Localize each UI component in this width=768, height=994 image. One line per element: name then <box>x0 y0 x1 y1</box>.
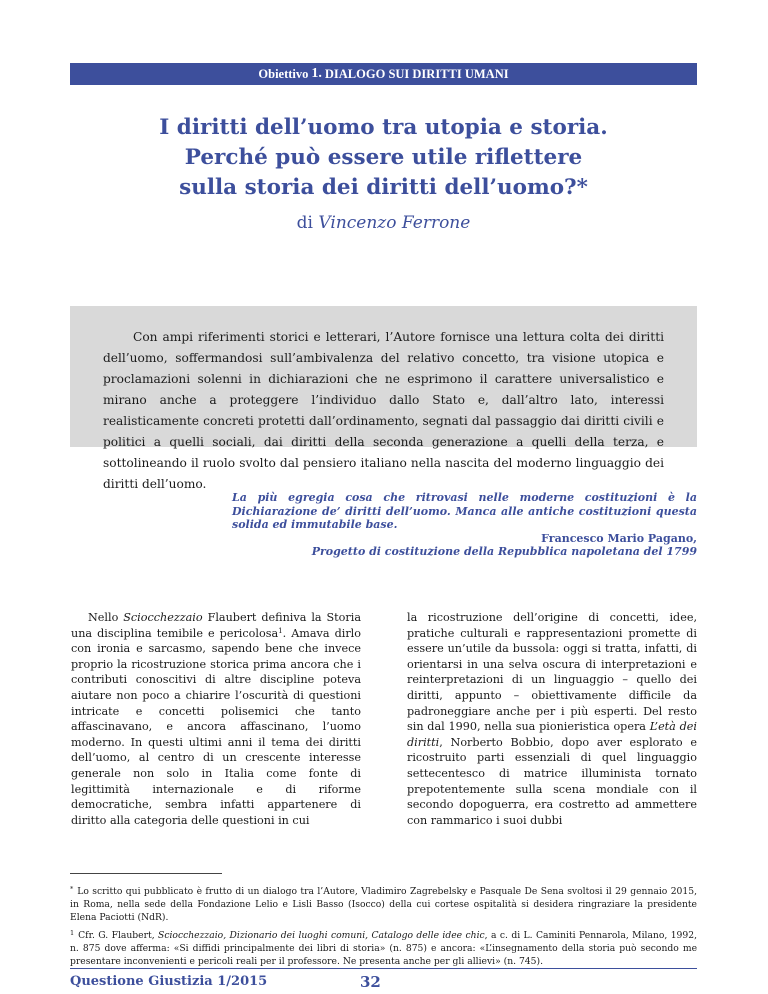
text-run: Nello <box>88 611 124 624</box>
paragraph <box>71 610 361 828</box>
footnote-ref: 1 <box>278 626 283 635</box>
footer-rule <box>70 968 697 969</box>
title-line: I diritti dell’uomo tra utopia e storia. <box>159 115 608 140</box>
footnote <box>70 927 697 968</box>
footnote <box>70 883 697 924</box>
text-run: , Norberto Bobbio, dopo aver esplorato e ricostruito parti essenziali di quel linguaggio settecentesco di matrice illuminista tornato prepotentemente sulla scena mondiale con il secondo dopoguerra, era costretto ad ammettere con rammarico i suoi dubbi <box>407 735 697 827</box>
epigraph-author: Francesco Mario Pagano, <box>541 531 697 545</box>
banner-prefix: Obiettivo <box>258 66 309 81</box>
text-run: Flaubert definiva la Storia una disciplina temibile e pericolosa <box>71 611 361 640</box>
title-line: Perché può essere utile riflettere <box>184 145 583 170</box>
footnote-text: Cfr. G. Flaubert, <box>78 930 159 941</box>
text-run: la ricostruzione dell’origine di concetti, idee, pratiche culturali e rappresentazioni promette di essere un’utile da bussola: oggi si tratta, infatti, di orientarsi in una selva oscura di interpretazioni e reinterpretazioni di un linguaggio – quello dei diritti, appunto – obiettivamente difficile da padroneggiare anche per i più esperti. Del resto sin dal 1990, nella sua pionieristica opera <box>407 611 697 734</box>
page-number: 32 <box>360 973 381 991</box>
body-column-right <box>407 610 697 828</box>
text-run: . Amava dirlo con ironia e sarcasmo, sapendo bene che invece proprio la ricostruzione storica prima ancora che i contributi conoscitivi di altre discipline poteva aiutare non poco a chiarire l’oscurità di questioni intricate e concetti polisemici che tanto affascinavano, e ancora affascinano, l’uomo moderno. In questi ultimi anni il tema dei diritti dell’uomo, al centro di un crescente interesse generale non solo in Italia come fonte di legittimità internazionale e di riforme democratiche, sembra infatti appartenere di diritto alla categoria delle questioni in cui <box>71 626 361 827</box>
footnote-mark: * <box>70 885 74 893</box>
epigraph-quote: La più egregia cosa che ritrovasi nelle moderne costituzioni è la Dichiarazione de’ diritti dell’uomo. Manca alle antiche costituzioni questa solida ed immutabile base. <box>232 491 697 531</box>
footnote-mark: 1 <box>70 929 75 937</box>
italic-title: Sciocchezzaio <box>123 611 203 624</box>
journal-name: Questione Giustizia 1/2015 <box>70 974 268 989</box>
footnote-text: Lo scritto qui pubblicato è frutto di un dialogo tra l’Autore, Vladimiro Zagrebelsky e Pasquale De Sena svoltosi il 29 gennaio 2015, in Roma, nella sede della Fondazione Lelio e Lisli Basso (Isocco) della cui cortese ospitalità si desidera ringraziare la presidente Elena Paciotti (NdR). <box>70 886 697 923</box>
banner-text: DIALOGO SUI DIRITTI UMANI <box>324 66 509 81</box>
body-column-left <box>71 610 361 828</box>
paragraph <box>407 610 697 828</box>
author-name: Vincenzo Ferrone <box>318 213 471 233</box>
abstract-box <box>70 306 697 491</box>
epigraph-source: Progetto di costituzione della Repubblica napoletana del 1799 <box>311 545 697 558</box>
footnote-separator <box>70 873 222 874</box>
epigraph <box>232 491 697 559</box>
article-title <box>70 113 697 203</box>
banner-number: 1. <box>311 66 322 81</box>
byline <box>70 213 697 233</box>
abstract-text: Con ampi riferimenti storici e letterari, l’Autore fornisce una lettura colta dei diritti dell’uomo, soffermandosi sull’ambivalenza del relativo concetto, tra visione utopica e proclamazioni solenni in dichiarazioni che ne esprimono il carattere universalistico e mirano anche a proteggere l’individuo dallo Stato e, dall’altro lato, interessi realisticamente concreti protetti dall’ordinamento, segnati dal passaggio dai diritti civili e politici a quelli sociali, dai diritti della seconda generazione a quelli della terza, e sottolineando il ruolo svolto dal pensiero italiano nella nascita del moderno linguaggio dei diritti dell’uomo. <box>103 330 664 491</box>
title-line: sulla storia dei diritti dell’uomo?* <box>179 175 588 200</box>
footnote-italic: Sciocchezzaio, Dizionario dei luoghi comuni, Catalogo delle idee chic <box>158 930 485 941</box>
section-banner <box>70 63 697 85</box>
byline-prefix: di <box>296 213 313 233</box>
italic-title: L’età dei diritti <box>407 720 697 749</box>
footnote-text: , a c. di L. Caminiti Pennarola, Milano, 1992, n. 875 dove afferma: «Si diffidi principalmente dei libri di storia» (n. 875) e ancora: «L’insegnamento della storia può secondo me presentare inconvenienti e pericoli reali per il professore. Ne presenta anche per gli allievi» (n. 745). <box>70 930 697 967</box>
